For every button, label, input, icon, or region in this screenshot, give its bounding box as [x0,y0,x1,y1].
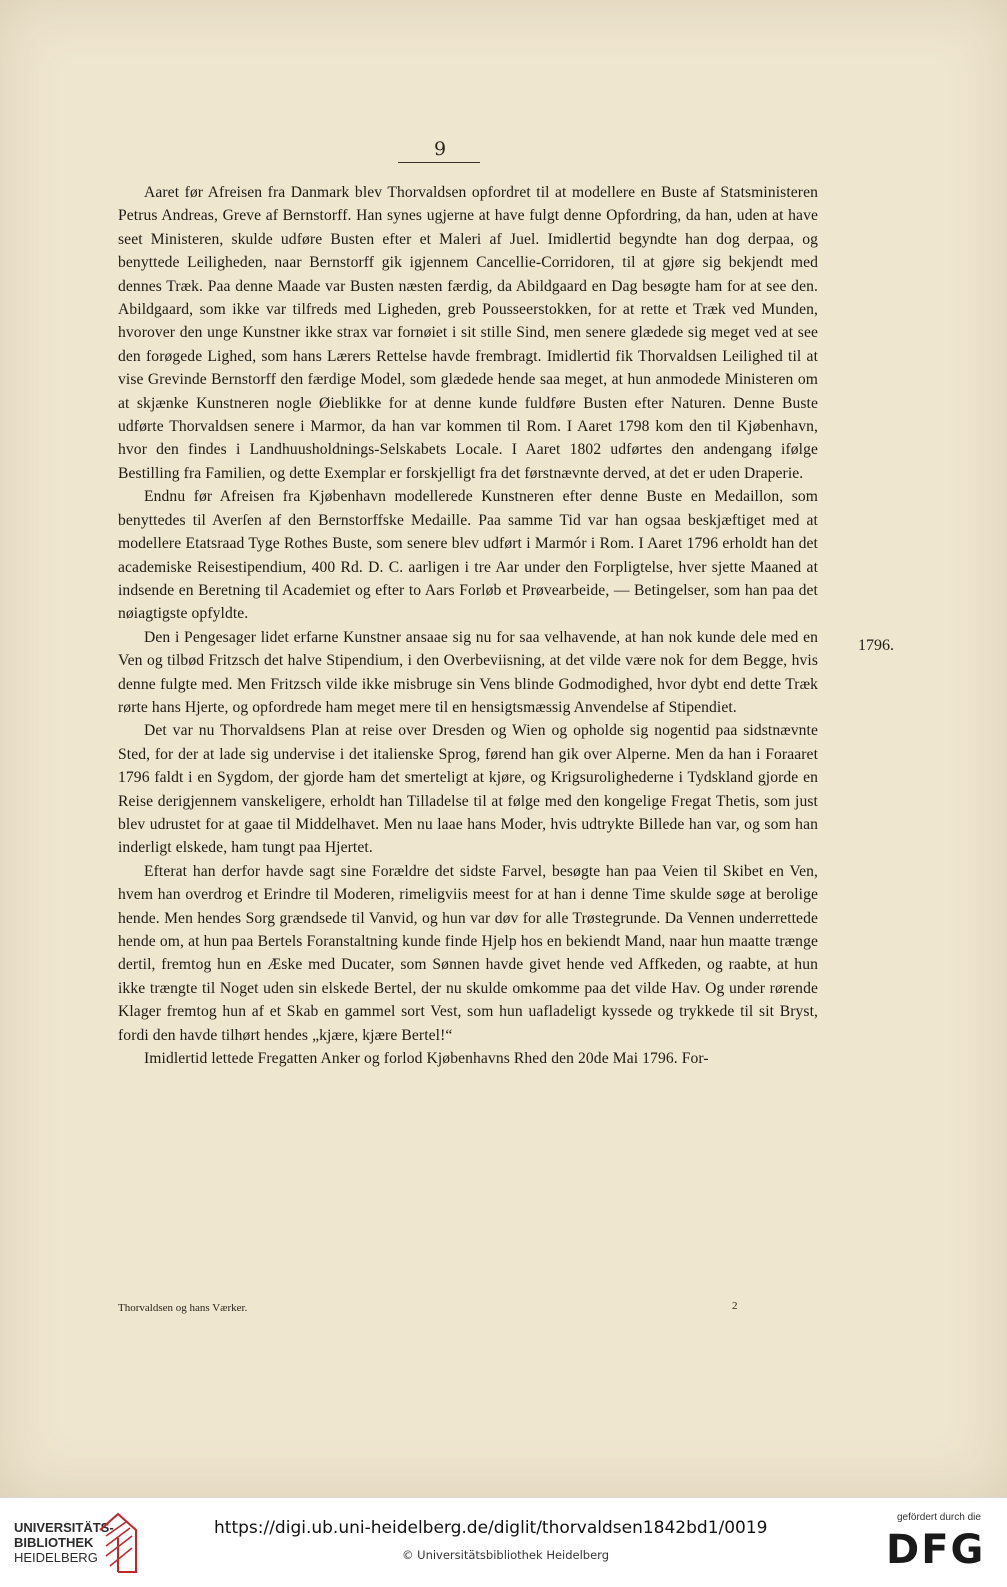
permalink-url[interactable]: https://digi.ub.uni-heidelberg.de/diglit/thorvaldsen1842bd1/0019 [214,1518,768,1538]
funding-note: gefördert durch die [897,1512,981,1523]
paragraph-6: Imidlertid lettede Fregatten Anker og forlod Kjøbenhavns Rhed den 20de Mai 1796. For- [144,1050,709,1068]
footer-signature: 2 [732,1300,738,1312]
paragraph-3: Den i Pengesager lidet erfarne Kunstner ansaae sig nu for saa velhavende, at han nok kunde dele med en Ven og tilbød Fritzsch det halve Stipendium, i den Overbeviisning, at det vilde være nok for dem Begge, hvis denne fulgte med. Men Fritzsch vilde ikke misbruge sin Vens blinde Godmodighed, hvor dybt end dette Træk rørte hans Hjerte, og opfordrede ham meget mere til en hensigtsmæssig Anvendelse af Stipendiet. [118,628,818,716]
logo-line-2: BIBLIOTHEK [14,1535,94,1550]
logo-line-1: UNIVERSITÄTS- [14,1520,114,1535]
page-number: 9 [433,138,447,160]
paragraph-4: Det var nu Thorvaldsens Plan at reise over Dresden og Wien og opholde sig nogentid paa sidstnævnte Sted, for der at lade sig undervise i det italienske Sprog, førend han gik over Alperne. Men da han i Foraaret 1796 faldt i en Sygdom, der gjorde ham det smerteligt at kjøre, og Krigsurolighederne i Tydskland gjorde en Reise derigjennem vanskeligere, erholdt han Tilladelse til at følge med den kongelige Fregat Thetis, som just blev udrustet for at gaae til Middelhavet. Men nu laae hans Moder, hvis udtrykte Billede han var, og som han inderligt elskede, ham tungt paa Hjertet. [118,722,818,857]
copyright-notice: © Universitätsbibliothek Heidelberg [402,1548,610,1562]
paragraph-2: Endnu før Afreisen fra Kjøbenhavn modellerede Kunstneren efter denne Buste en Medaillon, som benyttedes til Averſen af den Bernstorffske Medaille. Paa samme Tid var han ogsaa beskjæftiget med at modellere Etatsraad Tyge Rothes Buste, som senere blev udført i Marmór i Rom. I Aaret 1796 erholdt han det academiske Reisestipendium, 400 Rd. D. C. aarligen i tre Aar under den Forpligtelse, hver sjette Maaned at indsende en Beretning til Academiet og efter to Aars Forløb et Prøvearbeide, — Betingelser, som han paa det nøiagtigste opfyldte. [118,488,818,623]
paragraph-1: Aaret før Afreisen fra Danmark blev Thorvaldsen opfordret til at modellere en Buste af Statsministeren Petrus Andreas, Greve af Bernstorff. Han synes ugjerne at have fulgt denne Opfordring, da han, uden at have seet Ministeren, skulde udføre Busten efter et Maleri af Juel. Imidlertid begyndte han dog derpaa, og benyttede Leiligheden, naar Bernstorff gik igjennem Cancellie-Corridoren, til at gjøre sig bekjendt med dennes Træk. Paa denne Maade var Busten næsten færdig, da Abildgaard en Dag besøgte ham for at see den. Abildgaard, som ikke var tilfreds med Ligheden, greb Pousseerstokken, for at rette et Træk ved Munden, hvorover den unge Kunstner ikke strax var fornøiet i sit stille Sind, men senere glædede sig meget ved at see den forøgede Lighed, som hans Lærers Rettelse havde frembragt. Imidlertid fik Thorvaldsen Leilighed til at vise Grevinde Bernstorff den færdige Model, som glædede hende saa meget, at hun anmodede Ministeren om at skjænke Kunstneren nogle Øieblikke for at denne kunde fuldføre Busten efter Naturen. Denne Buste udførte Thorvaldsen senere i Marmor, da han var kommen til Rom. I Aaret 1798 kom den til Kjøbenhavn, hvor den findes i Landhuusholdnings-Selskabets Locale. I Aaret 1802 udførtes den andengang ifølge Bestilling fra Familien, og dette Exemplar er forskjelligt fra det førstnævnte derved, at det er uden Draperie. [118,184,818,482]
logo-line-3: HEIDELBERG [14,1550,98,1565]
body-text [118,181,818,1070]
dfg-logo[interactable]: DFG [886,1527,986,1573]
university-seal-icon [96,1508,142,1578]
viewer-footer [0,1497,1007,1587]
header-rule [398,162,480,163]
paragraph-5: Efterat han derfor havde sagt sine Forældre det sidste Farvel, besøgte han paa Veien til Skibet en Ven, hvem han overdrog et Erindre til Moderen, rimeligviis meest for at han i denne Time skulde søge at berolige hende. Men hendes Sorg grændsede til Vanvid, og hun var døv for alle Trøstegrunde. Da Vennen underrettede hende om, at hun paa Bertels Foranstaltning kunde finde Hjelp hos en bekiendt Mand, naar hun maatte trænge dertil, fremtog hun en Æske med Ducater, som Sønnen havde givet hende ved Affkeden, og raabte, at hun ikke trængte til Noget uden sin elskede Bertel, der nu skulde omkomme paa det vilde Hav. Og under rørende Klager fremtog hun af et Skab en gammel sort Vest, som hun uafladeligt kyssede og trykkede til sit Bryst, fordi den havde tilhørt hendes „kjære, kjære Bertel!“ [118,862,818,1044]
margin-year-note: 1796. [858,637,894,654]
footer-title: Thorvaldsen og hans Værker. [118,1302,248,1314]
